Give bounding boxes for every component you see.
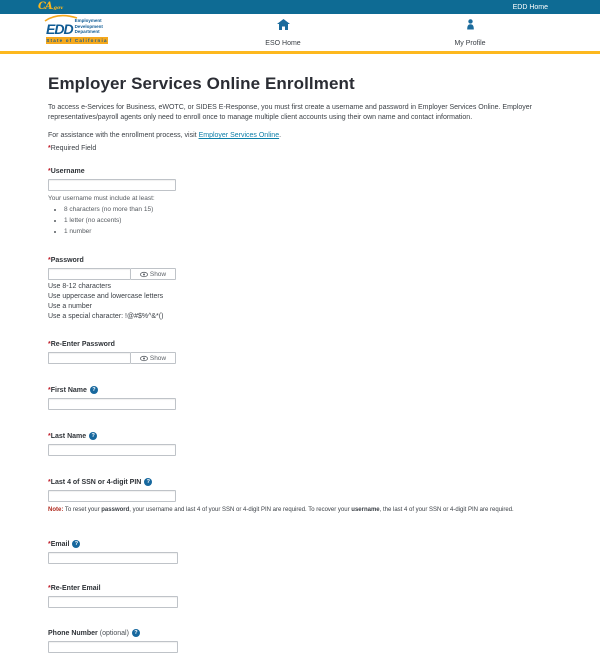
employer-services-online-link[interactable]: Employer Services Online xyxy=(198,132,280,140)
first-name-label: *First Name ? xyxy=(48,386,552,394)
person-icon xyxy=(465,19,476,30)
first-name-group xyxy=(48,386,552,410)
required-field-note: *Required Field xyxy=(48,145,97,153)
reenter-password-input[interactable] xyxy=(48,352,130,364)
edd-name: Employment Development Department xyxy=(74,18,103,35)
username-label: *Username xyxy=(48,168,85,176)
password-group xyxy=(48,257,552,320)
ssn-pin-label: *Last 4 of SSN or 4-digit PIN ? xyxy=(48,478,552,486)
email-help-icon[interactable]: ? xyxy=(72,540,80,548)
phone-group xyxy=(48,629,552,653)
last-name-input[interactable] xyxy=(48,444,176,456)
edd-acronym: EDD xyxy=(46,20,73,37)
reenter-email-label: *Re-Enter Email xyxy=(48,585,101,593)
password-input[interactable] xyxy=(48,268,130,280)
nav-eso-home[interactable] xyxy=(243,19,323,50)
nav-eso-home-label: ESO Home xyxy=(265,40,301,47)
email-input[interactable] xyxy=(48,552,178,564)
page-title: Employer Services Online Enrollment xyxy=(48,74,355,93)
password-label: *Password xyxy=(48,257,84,265)
ssn-pin-input[interactable] xyxy=(48,490,176,502)
username-hint: Your username must include at least: xyxy=(48,195,155,203)
edd-tagline: State of California xyxy=(46,37,108,43)
password-rules: Use 8-12 characters Use uppercase and lowercase letters Use a number Use a special character: !@#$%^&*() xyxy=(48,283,164,321)
last-name-help-icon[interactable]: ? xyxy=(89,432,97,440)
first-name-help-icon[interactable]: ? xyxy=(90,386,98,394)
phone-help-icon[interactable]: ? xyxy=(132,629,140,637)
cagov-logo[interactable]: CA.gov xyxy=(38,1,64,12)
username-input[interactable] xyxy=(48,179,176,191)
reenter-password-show-button[interactable]: Show xyxy=(130,352,176,364)
reenter-email-group xyxy=(48,585,552,608)
password-show-button[interactable]: Show xyxy=(130,268,176,280)
eye-icon xyxy=(140,356,148,361)
main-content xyxy=(0,74,600,653)
reenter-email-input[interactable] xyxy=(48,596,178,608)
nav-my-profile[interactable] xyxy=(430,19,510,50)
ssn-pin-help-icon[interactable]: ? xyxy=(144,478,152,486)
nav-my-profile-label: My Profile xyxy=(454,40,486,47)
ssn-pin-group xyxy=(48,478,552,513)
username-rules-list xyxy=(64,206,552,235)
home-icon xyxy=(277,19,290,30)
phone-label: Phone Number (optional) ? xyxy=(48,629,552,637)
reenter-password-label: *Re-Enter Password xyxy=(48,341,115,349)
username-rule: • 1 number xyxy=(64,228,552,235)
username-group xyxy=(48,168,552,235)
email-group xyxy=(48,540,552,564)
edd-home-link[interactable]: EDD Home xyxy=(512,3,548,11)
ssn-pin-note: Note: To reset your password, your username and last 4 of your SSN or 4-digit PIN are required. To recover your username, the last 4 of your SSN or 4-digit PIN are required. xyxy=(48,507,514,514)
first-name-input[interactable] xyxy=(48,398,176,410)
edd-swoosh-icon xyxy=(44,14,78,22)
edd-logo[interactable] xyxy=(46,18,108,44)
phone-input[interactable] xyxy=(48,641,178,653)
username-rule: • 8 characters (no more than 15) xyxy=(64,206,552,213)
intro-paragraph: To access e-Services for Business, eWOTC, or SIDES E-Response, you must first create a username and password in Employer Services Online. Employer representatives/payroll agents only need to enroll once to manage multiple client accounts using their own name and contact information. xyxy=(48,104,532,122)
utility-bar xyxy=(0,0,600,14)
assistance-line: For assistance with the enrollment process, visit Employer Services Online. xyxy=(48,132,282,140)
site-header xyxy=(0,14,600,54)
last-name-label: *Last Name ? xyxy=(48,432,552,440)
email-label: *Email ? xyxy=(48,540,552,548)
username-rule: • 1 letter (no accents) xyxy=(64,217,552,224)
last-name-group xyxy=(48,432,552,456)
eye-icon xyxy=(140,272,148,277)
reenter-password-group xyxy=(48,341,552,364)
